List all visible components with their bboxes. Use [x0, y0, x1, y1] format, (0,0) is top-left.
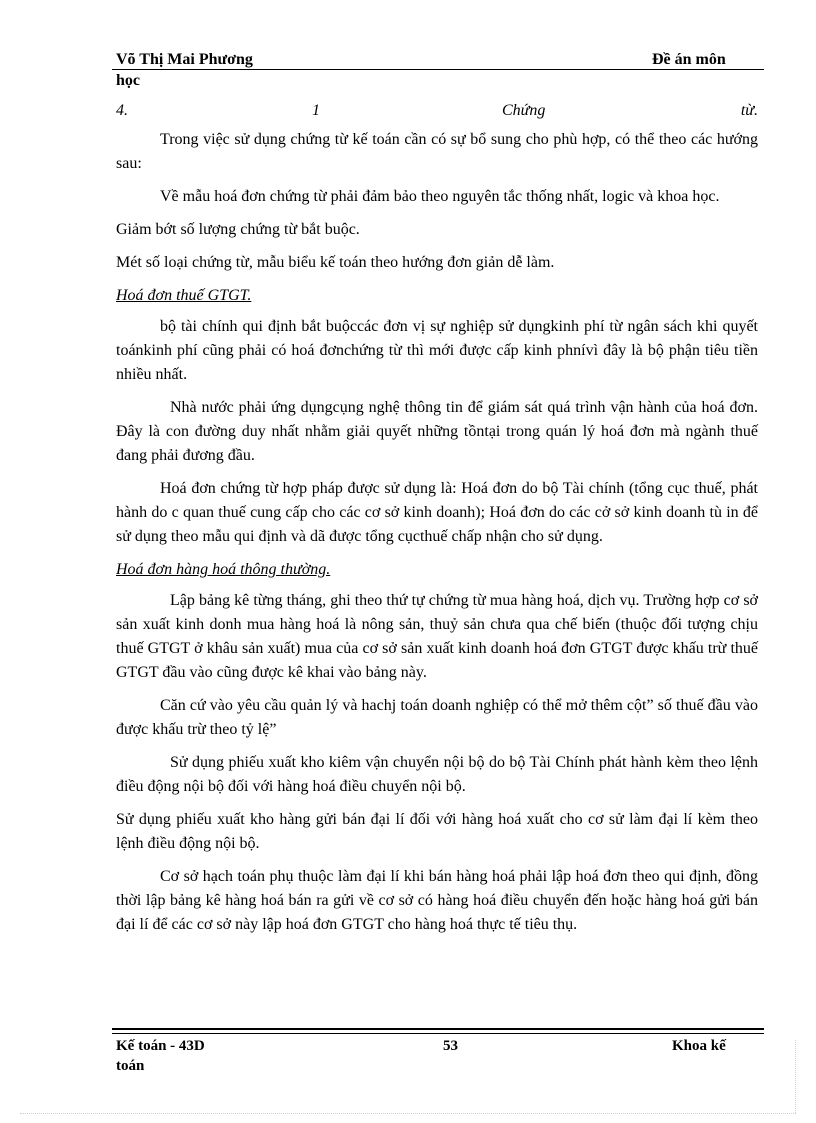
paragraph: Về mẫu hoá đơn chứng từ phải đảm bảo theo nguyên tắc thống nhất, logic và khoa học. — [160, 188, 720, 205]
page-border-bottom — [20, 1113, 796, 1114]
paragraph: Lập bảng kê từng tháng, ghi theo thứ tự chứng từ mua hàng hoá, dịch vụ. Trường hợp cơ sở sản xuất kinh donh mua hàng hoá là nông sản, thuỷ sản chưa qua chế biến (thuộc đối tượng chịu thuế GTGT ở khâu sản xuất) mua của cơ sở sản xuất kinh doanh hoá đơn GTGT được khấu trừ thuế GTGT đầu vào cũng được kê khai vào bảng này. — [116, 592, 758, 681]
paragraph: bộ tài chính qui định bắt buộccác đơn vị sự nghiệp sử dụngkinh phí từ ngân sách khi quyết toánkinh phí cũng phải có hoá đơnchứng từ thì mới được cấp kinh phnívì đây là bộ phận tiêu tiền nhiều nhất. — [116, 318, 758, 383]
section-number: 4. — [116, 102, 128, 119]
header-title-wrap: học — [116, 72, 140, 89]
subheading-vat-invoice: Hoá đơn thuế GTGT. — [116, 287, 252, 304]
paragraph: Hoá đơn chứng từ hợp pháp được sử dụng là: Hoá đơn do bộ Tài chính (tổng cục thuế, phát hành do c quan thuế cung cấp cho các cơ sở kinh doanh); Hoá đơn do các cở sở kinh doanh tù in để sử dụng theo mẫu qui định và dã được tổng cụcthuế chấp nhận cho sử dụng. — [116, 480, 758, 545]
footer-department-wrap: toán — [116, 1058, 145, 1074]
page-border-side — [795, 1040, 796, 1113]
footer-rule-thin — [112, 1033, 764, 1034]
footer-faculty: Khoa kế — [672, 1038, 726, 1054]
paragraph: Căn cứ vào yêu cầu quản lý và hachj toán doanh nghiệp có thể mở thêm cột” số thuế đầu vào được khấu trừ theo tỷ lệ” — [116, 697, 758, 738]
document-body — [116, 128, 758, 946]
header-rule — [112, 69, 764, 70]
paragraph: Sử dụng phiếu xuất kho kiêm vận chuyển nội bộ do bộ Tài Chính phát hành kèm theo lệnh điều động nội bộ đối với hàng hoá điều chuyển nội bộ. — [116, 754, 758, 795]
paragraph: Mét số loại chứng từ, mẫu biểu kế toán theo hướng đơn giản dễ làm. — [116, 254, 555, 271]
footer-rule-thick — [112, 1028, 764, 1030]
footer-department: Kế toán - 43D — [116, 1038, 205, 1054]
header-title: Đề án môn — [652, 51, 726, 68]
section-heading — [116, 102, 758, 124]
paragraph: Trong việc sử dụng chứng từ kế toán cần có sự bổ sung cho phù hợp, có thể theo các hướng sau: — [116, 131, 758, 172]
page-number: 53 — [443, 1038, 458, 1054]
paragraph: Nhà nước phải ứng dụngcụng nghệ thông tin để giám sát quá trình vận hành của hoá đơn. Đây là con đường duy nhất nhằm giải quyết những tồntại trong quán lý hoá đơn mà ngành thuế đang phải đương đầu. — [116, 399, 758, 464]
paragraph: Cơ sở hạch toán phụ thuộc làm đại lí khi bán hàng hoá phải lập hoá đơn theo qui định, đồng thời lập bảng kê hàng hoá bán ra gửi về cơ sở có hàng hoá điều chuyển đến hoặc hàng hoá gửi bán đại lí để các cơ sở này lập hoá đơn GTGT cho hàng hoá thực tế tiêu thụ. — [116, 868, 758, 933]
subheading-normal-invoice: Hoá đơn hàng hoá thông thường. — [116, 561, 331, 578]
paragraph: Sử dụng phiếu xuất kho hàng gửi bán đại lí đối với hàng hoá xuất cho cơ sử làm đại lí kèm theo lệnh điều động nội bộ. — [116, 811, 758, 852]
section-word2: từ. — [740, 102, 758, 119]
paragraph: Giảm bớt số lượng chứng từ bắt buộc. — [116, 221, 360, 238]
section-word1: Chứng — [502, 102, 546, 119]
section-sub-number: 1 — [312, 102, 320, 119]
header-author: Võ Thị Mai Phương — [116, 51, 253, 68]
